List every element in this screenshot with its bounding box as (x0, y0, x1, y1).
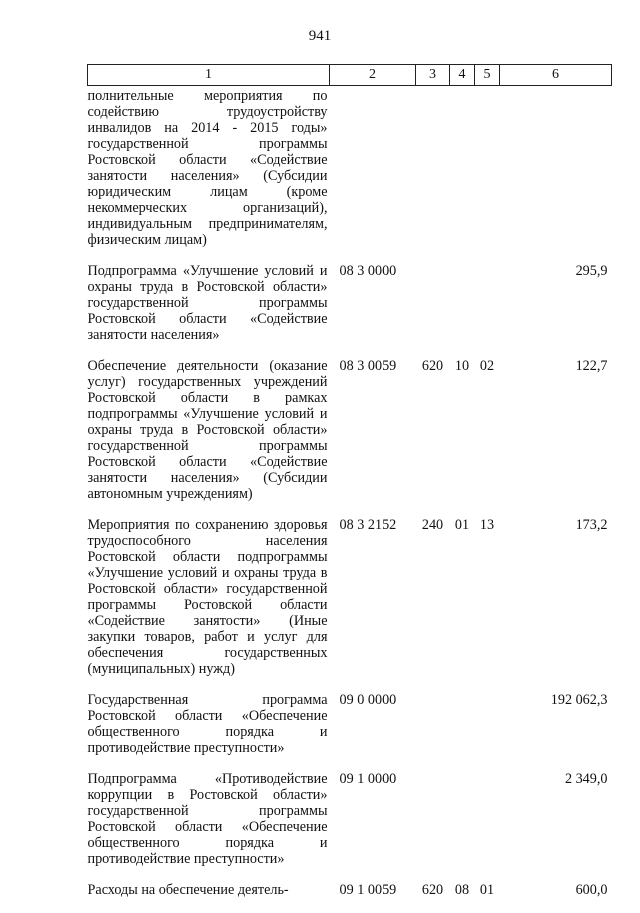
row-target-code: 09 0 0000 (339, 692, 397, 708)
row-amount: 2 349,0 (564, 771, 608, 787)
row-amount: 295,9 (575, 263, 608, 279)
header-col-1: 1 (88, 65, 330, 86)
page-number: 941 (308, 28, 332, 44)
row-section (450, 692, 475, 771)
row-expense-type (416, 86, 450, 264)
header-col-3: 3 (416, 65, 450, 86)
table-row (88, 358, 612, 517)
row-name: полнительные мероприятия по содействию трудоустройству инвалидов на 2014 - 2015 годы» государственной программы Ростовской области «Содействие занятости населения» (Субсидии юридическим лицам (кроме некоммерческих организаций), индивидуальным предпринимателям, физическим лицам) (87, 88, 328, 248)
row-subsection (475, 692, 500, 771)
table-row (88, 692, 612, 771)
row-target-code: 08 3 0059 (339, 358, 397, 374)
row-amount: 192 062,3 (550, 692, 608, 708)
table-row (88, 263, 612, 358)
row-target-code: 09 1 0059 (339, 882, 397, 898)
row-subsection (475, 771, 500, 882)
row-name: Подпрограмма «Улучшение условий и охраны труда в Ростовской области» государственной программы Ростовской области «Содействие занятости населения» (87, 263, 328, 343)
row-expense-type (416, 263, 450, 358)
header-col-4: 4 (450, 65, 475, 86)
table-row (88, 517, 612, 692)
row-section: 01 (454, 517, 470, 533)
row-section (450, 263, 475, 358)
row-name: Обеспечение деятельности (оказание услуг) государственных учреждений Ростовской области в рамках подпрограммы «Улучшение условий и охраны труда в Ростовской области» государственной программы Ростовской области «Содействие занятости населения» (Субсидии автономным учреждениям) (87, 358, 328, 502)
header-row (88, 65, 612, 86)
row-target-code (330, 86, 416, 264)
row-expense-type: 240 (421, 517, 444, 533)
row-subsection (475, 86, 500, 264)
header-col-5: 5 (475, 65, 500, 86)
row-amount: 173,2 (575, 517, 608, 533)
row-target-code: 08 3 2152 (339, 517, 397, 533)
row-amount (500, 86, 612, 264)
row-target-code: 08 3 0000 (339, 263, 397, 279)
table-row (88, 771, 612, 882)
header-col-2: 2 (330, 65, 416, 86)
row-subsection: 01 (479, 882, 495, 898)
row-subsection: 13 (479, 517, 495, 533)
row-amount: 122,7 (575, 358, 608, 374)
row-name: Мероприятия по сохранению здоровья трудоспособного населения Ростовской области подпрограммы «Улучшение условий и охраны труда в Ростовской области» государственной программы Ростовской области «Содействие занятости» (Иные закупки товаров, работ и услуг для обеспечения государственных (муниципальных) нужд) (87, 517, 328, 677)
row-name: Государственная программа Ростовской области «Обеспечение общественного порядка и противодействие преступности» (87, 692, 328, 756)
row-section: 10 (454, 358, 470, 374)
header-col-6: 6 (500, 65, 612, 86)
row-expense-type (416, 692, 450, 771)
row-expense-type: 620 (421, 358, 444, 374)
row-section (450, 771, 475, 882)
row-name: Расходы на обеспечение деятель- (87, 882, 289, 898)
table-row (88, 86, 612, 264)
row-subsection (475, 263, 500, 358)
budget-table (87, 64, 612, 913)
row-expense-type (416, 771, 450, 882)
row-target-code: 09 1 0000 (339, 771, 397, 787)
row-subsection: 02 (479, 358, 495, 374)
row-section: 08 (454, 882, 470, 898)
row-section (450, 86, 475, 264)
table-row (88, 882, 612, 913)
row-expense-type: 620 (421, 882, 444, 898)
row-name: Подпрограмма «Противодействие коррупции в Ростовской области» государственной программы Ростовской области «Обеспечение общественного порядка и противодействие преступности» (87, 771, 328, 867)
row-amount: 600,0 (575, 882, 608, 898)
